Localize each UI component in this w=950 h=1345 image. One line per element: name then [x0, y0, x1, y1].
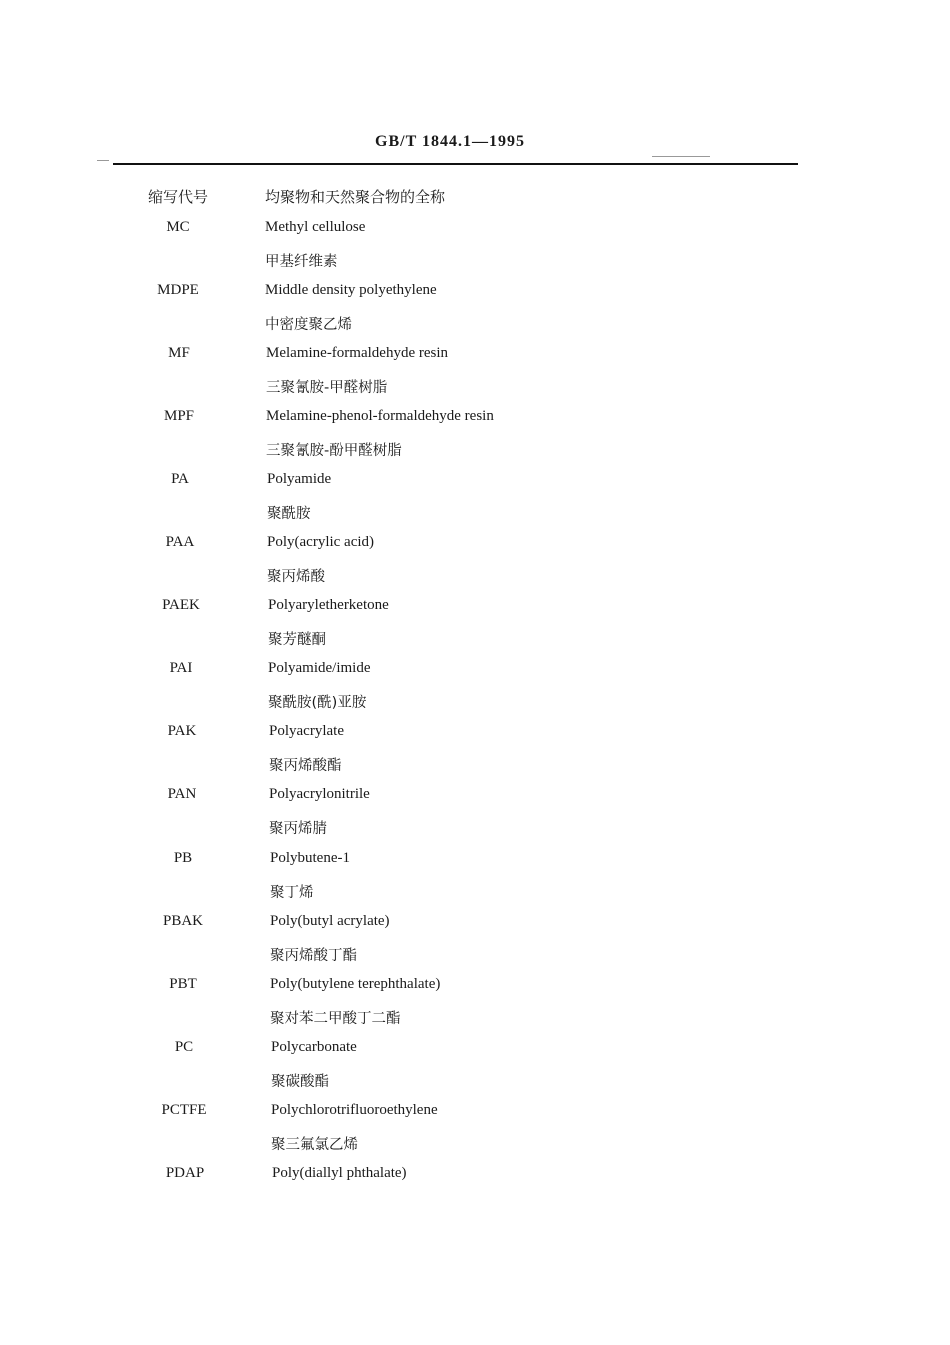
english-name: Polyacrylate — [269, 723, 344, 740]
table-row — [0, 723, 950, 785]
chinese-name: 甲基纤维素 — [265, 254, 338, 270]
english-name: Polycarbonate — [271, 1038, 357, 1055]
chinese-name: 三聚氰胺-甲醛树脂 — [266, 380, 388, 397]
abbreviation-code: PB — [173, 849, 193, 866]
chinese-name: 中密度聚乙烯 — [265, 317, 352, 334]
english-name: Polybutene-1 — [270, 849, 350, 866]
table-row — [0, 219, 950, 281]
abbreviation-code: PAN — [167, 786, 197, 803]
table-row — [0, 786, 950, 848]
table-row — [0, 1102, 950, 1164]
abbreviation-code: MDPE — [157, 282, 199, 299]
english-name: Poly(butylene terephthalate) — [270, 975, 441, 992]
table-row — [0, 408, 950, 470]
english-name: Melamine-phenol-formaldehyde resin — [266, 408, 494, 425]
chinese-name: 聚丙烯酸酯 — [269, 758, 342, 775]
chinese-name: 三聚氰胺-酚甲醛树脂 — [266, 443, 402, 460]
english-name: Polyaryletherketone — [268, 597, 389, 614]
header-rule-stub — [652, 156, 710, 157]
abbreviation-code: PCTFE — [161, 1101, 207, 1118]
abbreviation-code: MC — [166, 219, 190, 235]
table-row — [0, 471, 950, 533]
chinese-name: 聚丙烯腈 — [269, 821, 327, 838]
english-name: Polyamide/imide — [268, 660, 371, 677]
abbreviation-code: PAI — [169, 660, 193, 677]
table-row — [0, 534, 950, 596]
english-name: Polyamide — [267, 471, 332, 488]
english-name: Methyl cellulose — [265, 219, 366, 235]
table-row — [0, 597, 950, 659]
abbreviation-code: PDAP — [165, 1164, 205, 1181]
chinese-name: 聚芳醚酮 — [268, 632, 326, 649]
chinese-name: 聚酰胺 — [267, 506, 311, 523]
english-name: Poly(butyl acrylate) — [270, 912, 390, 929]
english-name: Middle density polyethylene — [265, 282, 437, 299]
abbreviation-code: PAK — [167, 723, 197, 740]
column-header-full-name: 均聚物和天然聚合物的全称 — [265, 188, 446, 206]
english-name: Poly(diallyl phthalate) — [272, 1164, 407, 1181]
english-name: Polyacrylonitrile — [269, 786, 370, 803]
table-row — [0, 976, 950, 1038]
abbreviation-code: PAA — [165, 534, 195, 551]
chinese-name: 聚丙烯酸 — [267, 569, 325, 586]
document-header: GB/T 1844.1—1995 — [375, 133, 525, 150]
column-header-abbreviation: 缩写代号 — [148, 188, 209, 206]
chinese-name: 聚丙烯酸丁酯 — [270, 947, 357, 964]
table-row — [0, 850, 950, 912]
table-row — [0, 1165, 950, 1227]
chinese-name: 聚丁烯 — [270, 884, 314, 901]
chinese-name: 聚酰胺(酰)亚胺 — [268, 695, 367, 712]
table-row — [0, 345, 950, 407]
table-row — [0, 1039, 950, 1101]
abbreviation-code: MF — [168, 345, 190, 362]
chinese-name: 聚三氟氯乙烯 — [271, 1136, 358, 1153]
english-name: Polychlorotrifluoroethylene — [271, 1101, 438, 1118]
header-rule-stub — [97, 160, 109, 161]
table-row — [0, 660, 950, 722]
abbreviation-code: PBAK — [162, 912, 203, 929]
english-name: Poly(acrylic acid) — [267, 534, 375, 551]
abbreviation-code: PC — [174, 1038, 194, 1055]
english-name: Melamine-formaldehyde resin — [266, 345, 449, 362]
abbreviation-code: PAEK — [162, 597, 200, 614]
header-rule — [113, 163, 798, 165]
chinese-name: 聚碳酸酯 — [271, 1073, 329, 1090]
abbreviation-code: PBT — [169, 975, 197, 992]
table-row — [0, 913, 950, 975]
abbreviation-code: MPF — [163, 408, 195, 425]
table-row — [0, 282, 950, 344]
chinese-name: 聚对苯二甲酸丁二酯 — [270, 1010, 401, 1027]
abbreviation-code: PA — [171, 471, 189, 488]
